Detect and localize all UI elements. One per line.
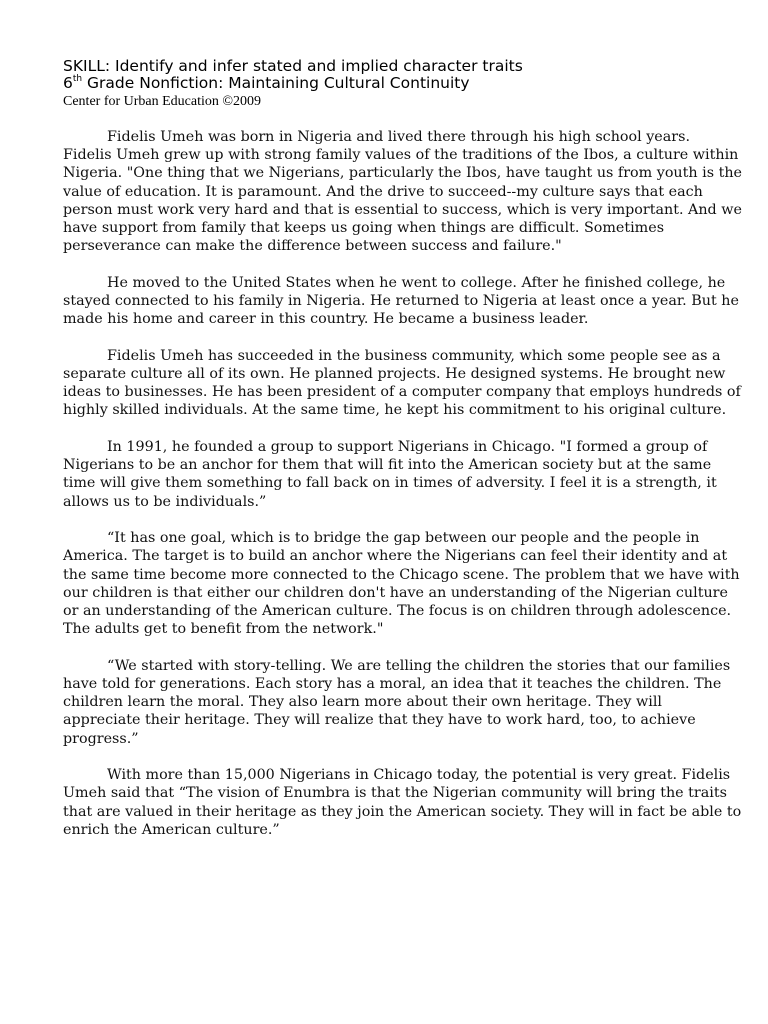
- worksheet-title: [63, 75, 743, 92]
- grade-number: 6: [63, 74, 73, 92]
- copyright-line: Center for Urban Education ©2009: [63, 94, 262, 109]
- paragraph: He moved to the United States when he went to college. After he finished college, he stayed connected to his family in Nigeria. He returned to Nigeria at least once a year. But he made his home and career in this country. He became a business leader.: [63, 274, 739, 328]
- paragraph: “We started with story-telling. We are telling the children the stories that our families have told for generations. Each story has a moral, an idea that it teaches the children. The children learn the moral. They also learn more about their own heritage. They will appreciate their heritage. They will realize that they have to work hard, too, to achieve progress.”: [63, 657, 731, 747]
- worksheet-title-text: Grade Nonfiction: Maintaining Cultural Continuity: [82, 74, 470, 92]
- paragraph: In 1991, he founded a group to support Nigerians in Chicago. "I formed a group of Nigerians to be an anchor for them that will fit into the American society but at the same time will give them something to fall back on in times of adversity. I feel it is a strength, it allows us to be individuals.”: [63, 439, 717, 510]
- article-body: [63, 128, 743, 857]
- grade-suffix: th: [72, 73, 83, 84]
- paragraph: Fidelis Umeh has succeeded in the business community, which some people see as a separate culture all of its own. He planned projects. He designed systems. He brought new ideas to businesses. He has been president of a computer company that employs hundreds of highly skilled individuals. At the same time, he kept his commitment to his original culture.: [63, 347, 741, 419]
- skill-title: SKILL: Identify and infer stated and implied character traits: [63, 57, 523, 75]
- paragraph: With more than 15,000 Nigerians in Chicago today, the potential is very great. Fidelis Umeh said that “The vision of Enumbra is that the Nigerian community will bring the traits that are valued in their heritage as they join the American society. They will in fact be able to enrich the American culture.”: [63, 767, 742, 838]
- paragraph: Fidelis Umeh was born in Nigeria and lived there through his high school years. Fidelis Umeh grew up with strong family values of the traditions of the Ibos, a culture within Nigeria. "One thing that we Nigerians, particularly the Ibos, have taught us from youth is the value of education. It is paramount. And the drive to succeed--my culture says that each person must work very hard and that is essential to success, which is very important. And we have support from family that keeps us going when things are difficult. Sometimes perseverance can make the difference between success and failure.": [63, 129, 743, 255]
- paragraph: “It has one goal, which is to bridge the gap between our people and the people in America. The target is to build an anchor where the Nigerians can feel their identity and at the same time become more connected to the Chicago scene. The problem that we have with our children is that either our children don't have an understanding of the Nigerian culture or an understanding of the American culture. The focus is on children through adolescence. The adults get to benefit from the network.": [63, 530, 740, 638]
- document-header: [63, 58, 743, 110]
